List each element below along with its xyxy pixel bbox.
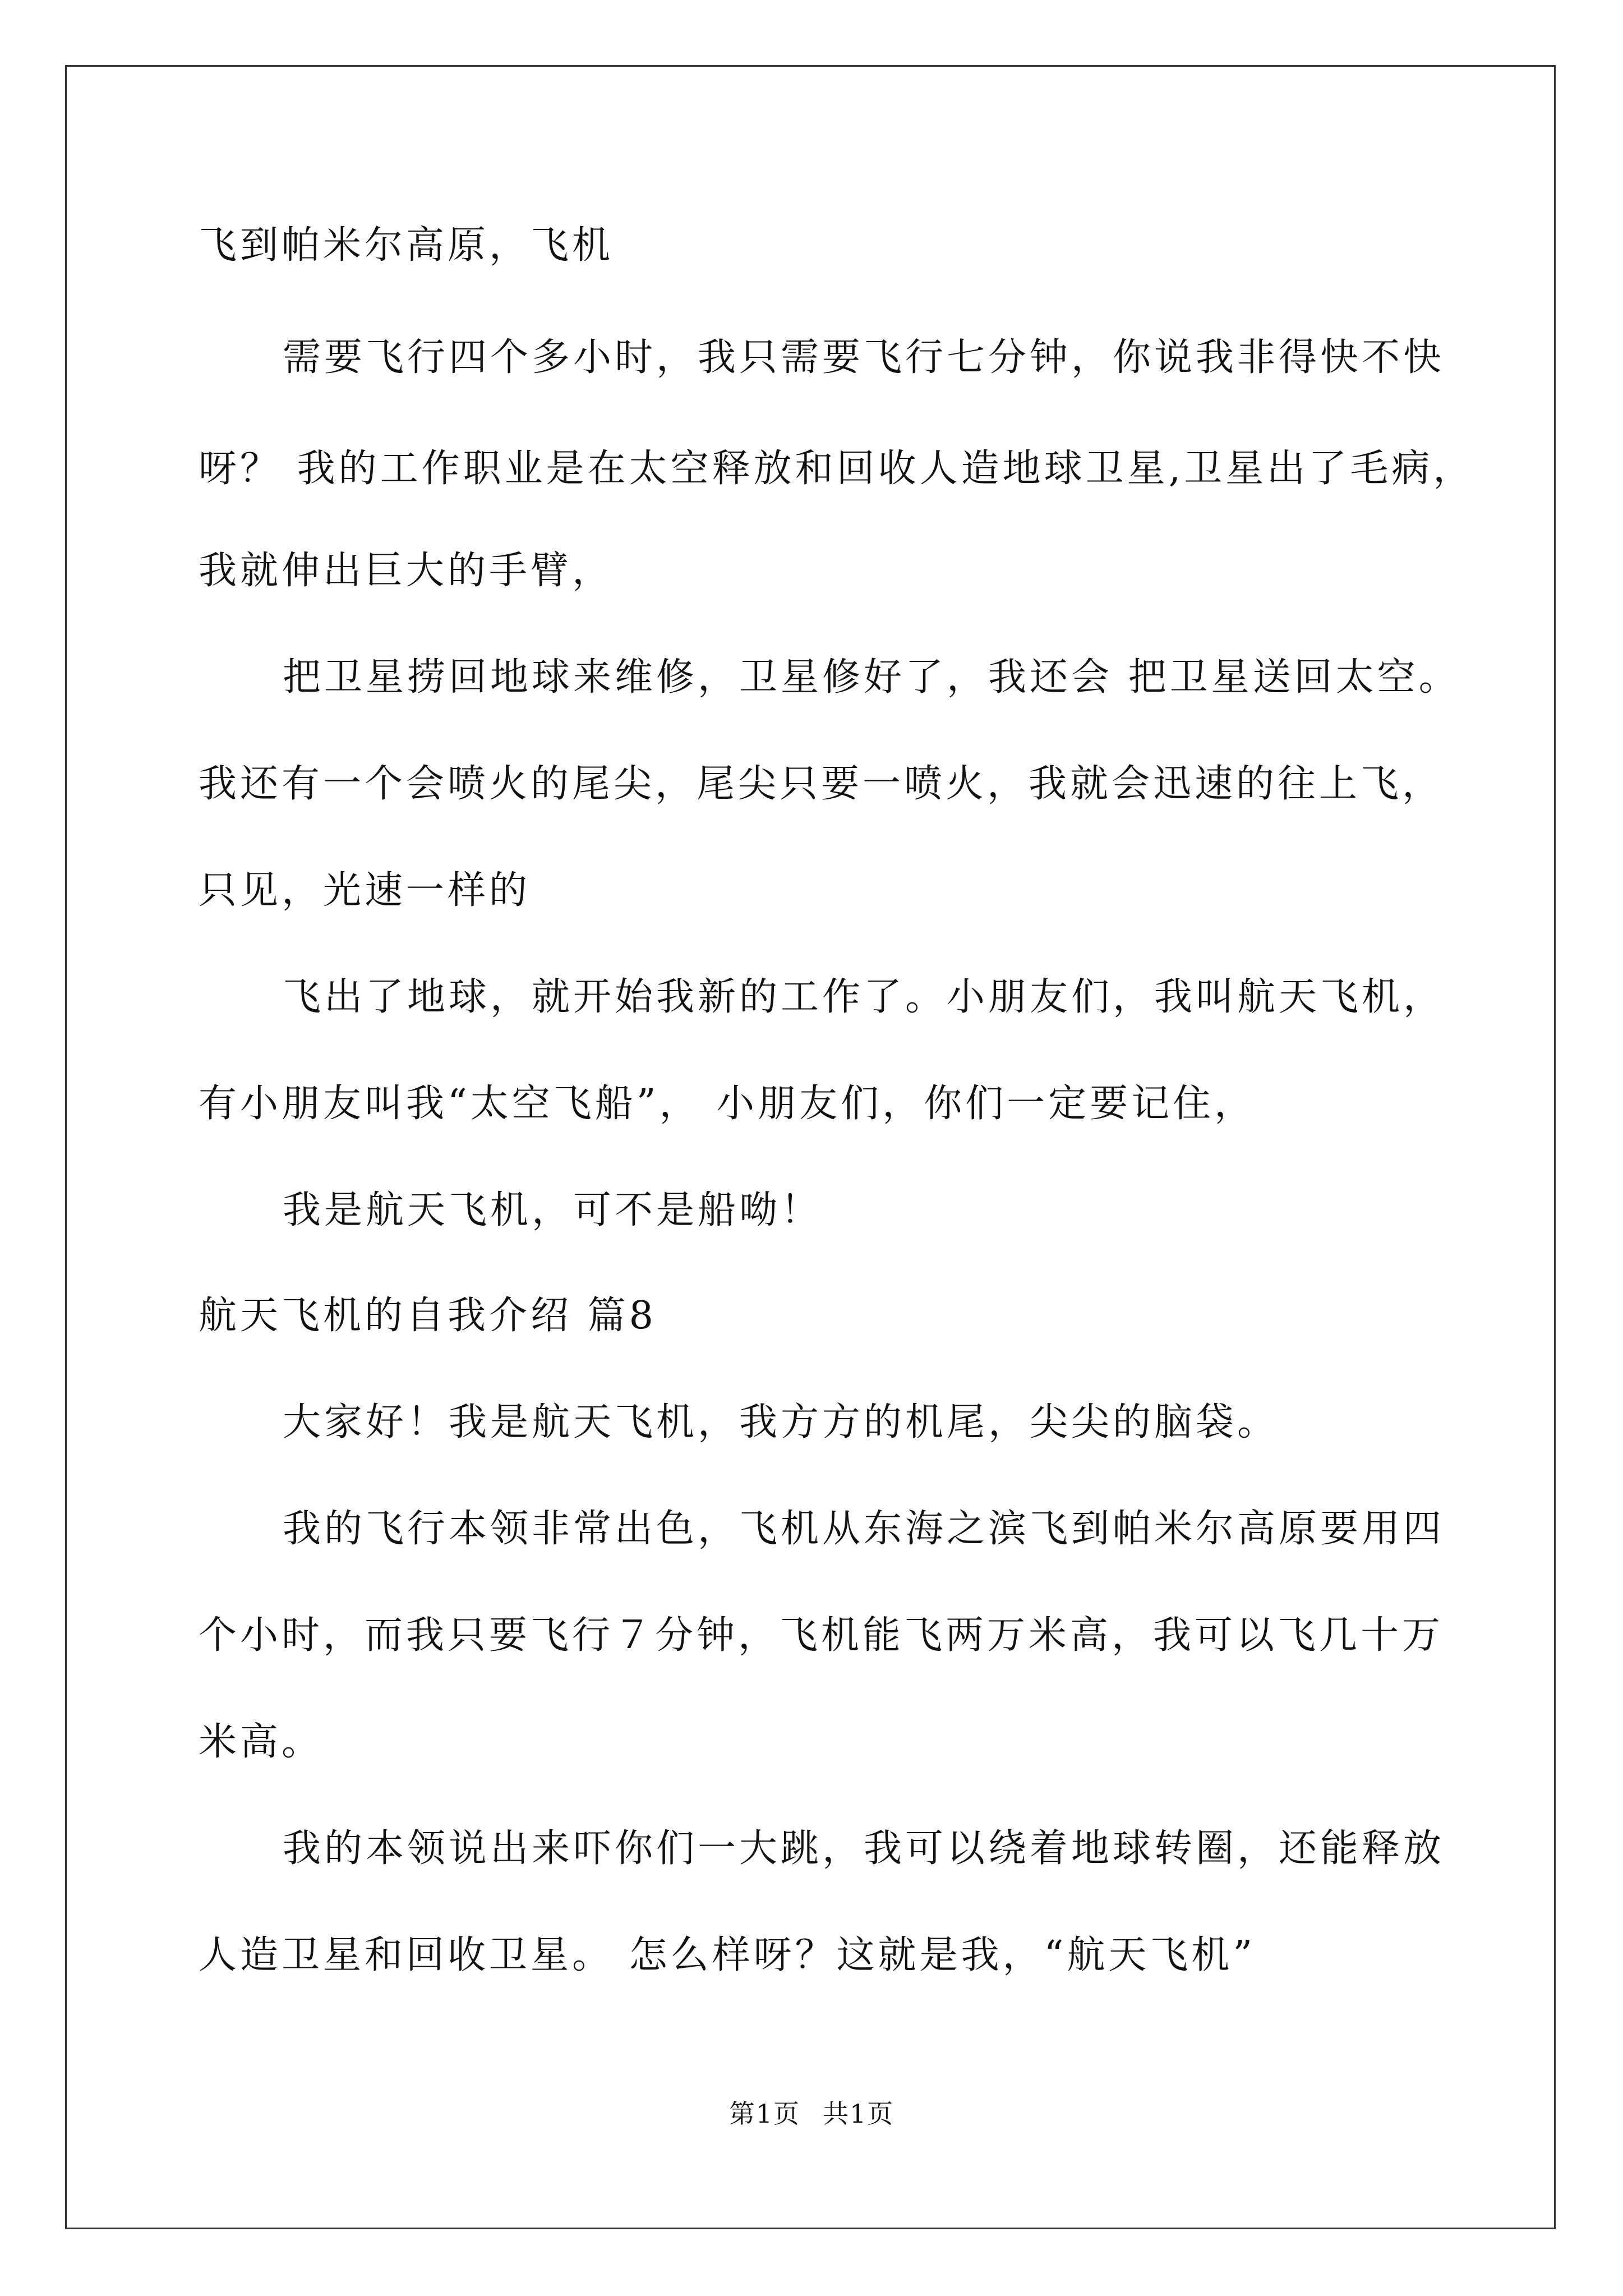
text-line-4: 我就伸出巨大的手臂， (199, 549, 614, 593)
text-line-2: 需要飞行四个多小时，我只需要飞行七分钟，你说我非得快不快 (283, 335, 1445, 380)
section-heading: 航天飞机的自我介绍 篇8 (199, 1294, 657, 1338)
text-line-13: 我的飞行本领非常出色，飞机从东海之滨飞到帕米尔高原要用四 (283, 1507, 1445, 1551)
text-line-8: 飞出了地球，就开始我新的工作了。小朋友们，我叫航天飞机， (283, 975, 1445, 1019)
text-line-14: 个小时，而我只要飞行７分钟，飞机能飞两万米高，我可以飞几十万 (199, 1613, 1444, 1658)
text-line-16: 我的本领说出来吓你们一大跳，我可以绕着地球转圈，还能释放 (283, 1826, 1445, 1871)
text-line-15: 米高。 (199, 1720, 324, 1764)
text-line-6: 我还有一个会喷火的尾尖，尾尖只要一喷火，我就会迅速的往上飞， (199, 762, 1444, 806)
page-number-total: 共1页 (823, 2099, 895, 2129)
page-number-current: 第1页 (728, 2099, 800, 2129)
page-border (65, 65, 1556, 2229)
page-footer (0, 2098, 1623, 2129)
text-line-5: 把卫星捞回地球来维修，卫星修好了，我还会 把卫星送回太空。 (283, 655, 1460, 700)
text-line-12: 大家好！我是航天飞机，我方方的机尾，尖尖的脑袋。 (283, 1400, 1279, 1444)
text-line-10: 我是航天飞机，可不是船呦！ (283, 1188, 823, 1232)
text-line-9: 有小朋友叫我“太空飞船”， 小朋友们，你们一定要记住， (199, 1082, 1256, 1126)
text-line-7: 只见，光速一样的 (199, 868, 531, 913)
text-line-17: 人造卫星和回收卫星。 怎么样呀？这就是我，“航天飞机” (199, 1933, 1256, 1977)
text-line-3: 呀？ 我的工作职业是在太空释放和回收人造地球卫星,卫星出了毛病， (199, 447, 1475, 491)
text-line-1: 飞到帕米尔高原，飞机 (199, 223, 614, 268)
